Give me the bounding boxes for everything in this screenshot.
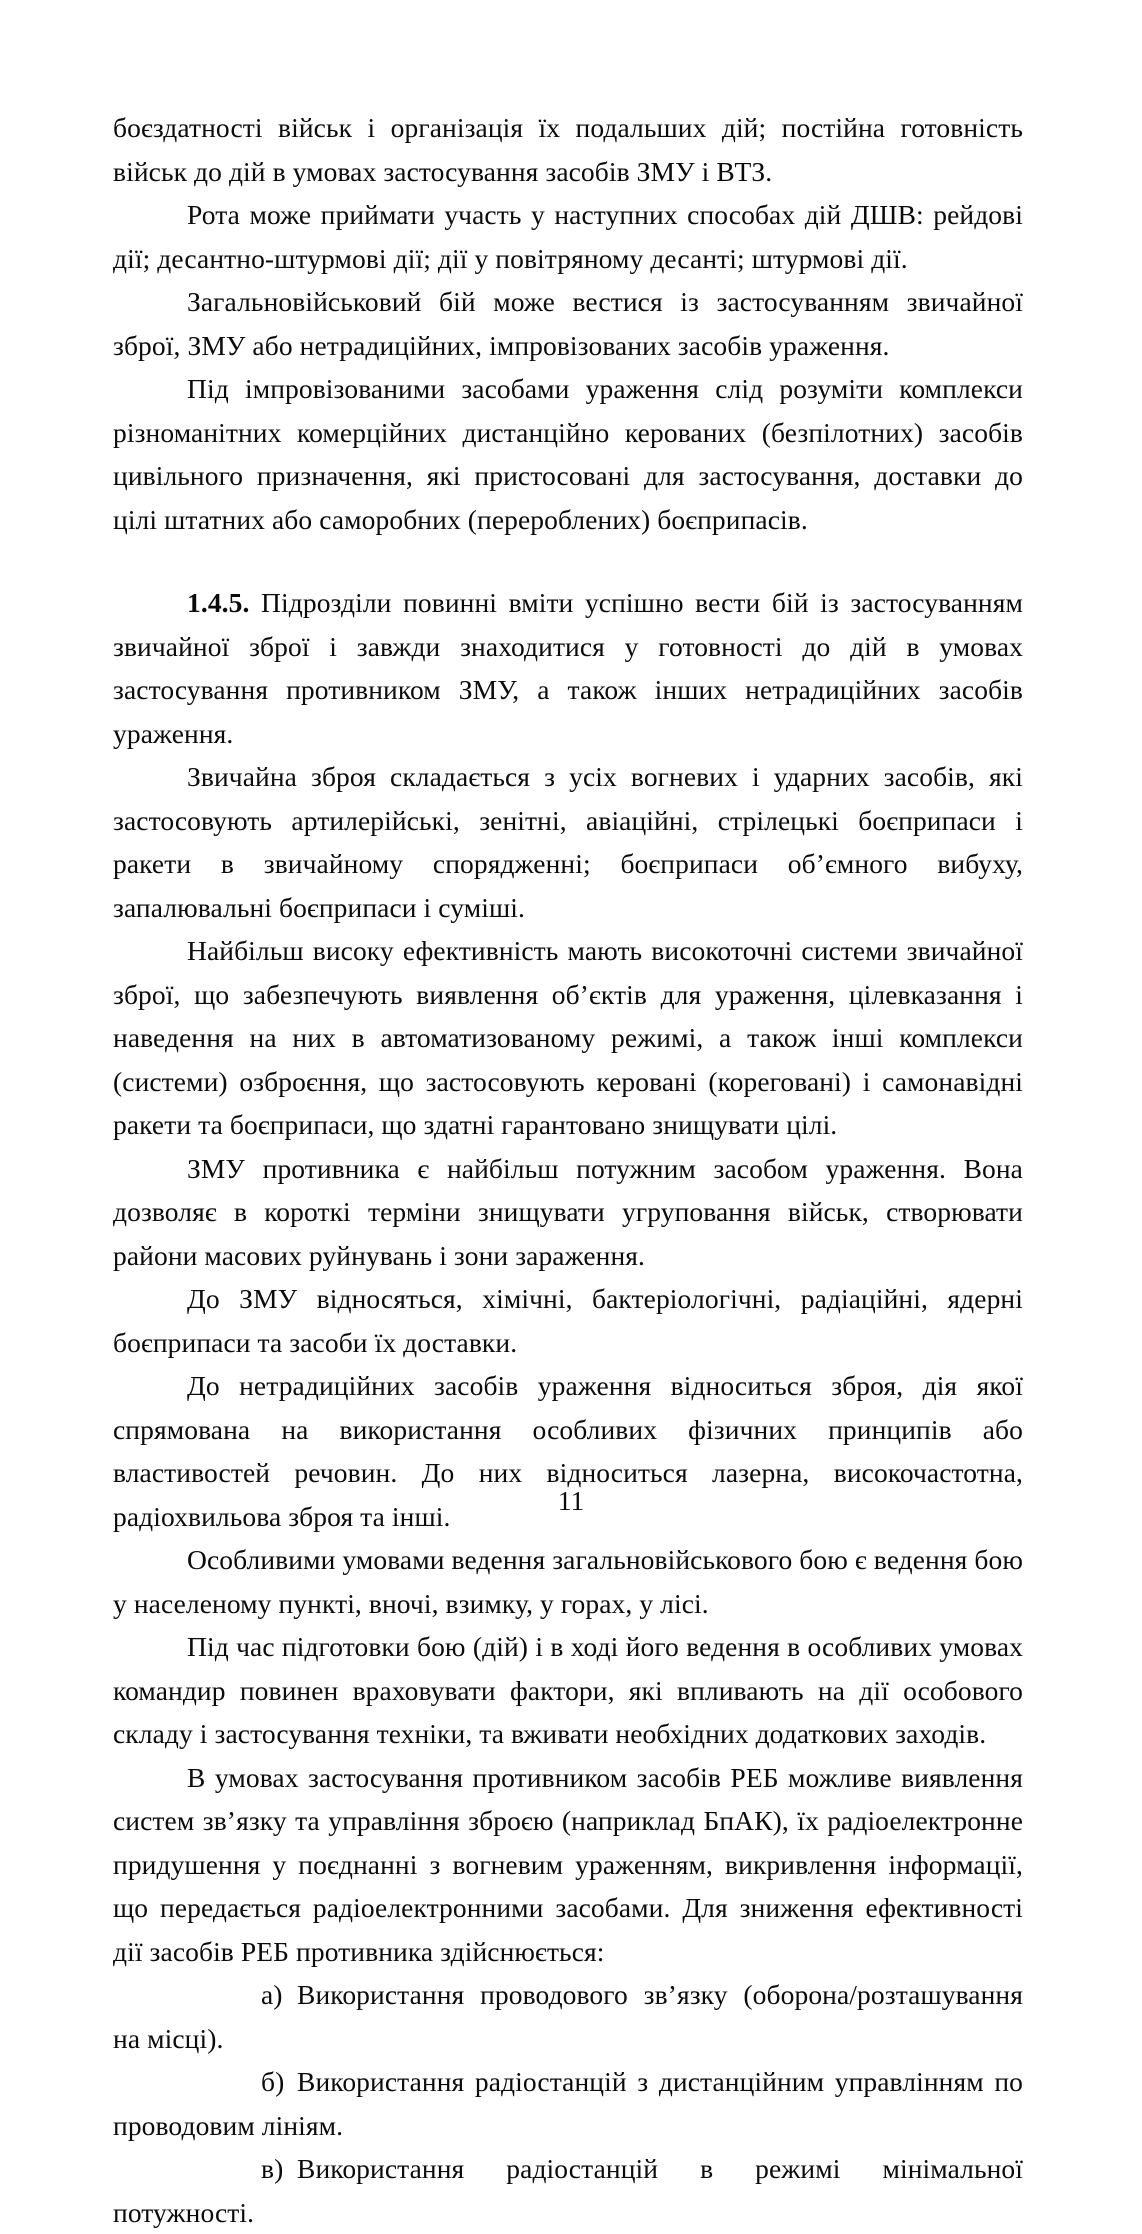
section-number-label: 1.4.5. <box>187 587 250 618</box>
sub-item-b-label: б) <box>261 2066 285 2097</box>
paragraph-reb-protyvnyka: В умовах застосування противником засобів РЕБ можливе виявлення систем зв’язку та управління зброєю (наприклад БпАК), їх радіоелектронне придушення у поєднанні з вогневим ураженням, викривлення інформації, що передається радіоелектронними засобами. Для зниження ефективності дії засобів РЕБ противника здійснюється: <box>113 1761 1023 1967</box>
paragraph-zvychaina-zbroya: Звичайна зброя складається з усіх вогневих і ударних засобів, які застосовують артилерійські, зенітні, авіаційні, стрілецькі боєприпаси і ракети в звичайному спорядженні; боєприпаси об’ємного вибуху, запалювальні боєприпаси і суміші. <box>113 761 1023 923</box>
section-body-text: Підрозділи повинні вміти успішно вести бій із застосуванням звичайної зброї і завжди знаходитися у готовності до дій в умовах застосування противником ЗМУ, а також інших нетрадиційних засобів ураження. <box>113 587 1023 749</box>
paragraph-section-1-4-5 <box>113 581 1023 755</box>
paragraph-improvizovani-zasoby: Під імпровізованими засобами ураження слід розуміти комплекси різноманітних комерційних дистанційно керованих (безпілотних) засобів цивільного призначення, які пристосовані для застосування, доставки до цілі штатних або саморобних (перероблених) боєприпасів. <box>113 373 1023 535</box>
sub-item-a-text: Використання проводового зв’язку (оборона/розташування на місці). <box>113 1979 1023 2054</box>
sub-item-b <box>113 2060 1023 2147</box>
paragraph-do-zmu-vidnosyatsia: До ЗМУ відносяться, хімічні, бактеріологічні, радіаційні, ядерні боєприпаси та засоби їх доставки. <box>113 1283 1023 1358</box>
sub-item-v-label: в) <box>261 2153 284 2184</box>
sub-item-v-text: Використання радіостанцій в режимі мінімальної потужності. <box>113 2153 1023 2228</box>
page-text-body <box>113 106 1023 2234</box>
sub-item-a <box>113 1973 1023 2060</box>
paragraph-vysokotochni-systemy: Найбільш високу ефективність мають високоточні системи звичайної зброї, що забезпечують виявлення об’єктів для ураження, цілевказання і наведення на них в автоматизованому режимі, а також інші комплекси (системи) озброєння, що застосовують керовані (кореговані) і самонавідні ракети та боєприпаси, що здатні гарантовано знищувати цілі. <box>113 935 1023 1140</box>
sub-item-b-text: Використання радіостанцій з дистанційним управлінням по проводовим лініям. <box>113 2066 1023 2141</box>
paragraph-pidgotovka-boyu: Під час підготовки бою (дій) і в ході його ведення в особливих умовах командир повинен враховувати фактори, які впливають на дії особового складу і застосування техніки, та вживати необхідних додаткових заходів. <box>113 1631 1023 1749</box>
paragraph-netradytsiini-zasoby: До нетрадиційних засобів ураження відноситься зброя, дія якої спрямована на використання особливих фізичних принципів або властивостей речовин. До них відноситься лазерна, високочастотна, радіохвильова зброя та інші. <box>113 1370 1023 1532</box>
paragraph-zagalnoviyskovyi-biy: Загальновійськовий бій може вестися із застосуванням звичайної зброї, ЗМУ або нетрадиційних, імпровізованих засобів ураження. <box>113 286 1023 361</box>
paragraph-zmu-protyvnyka: ЗМУ противника є найбільш потужним засобом ураження. Вона дозволяє в короткі терміни знищувати угруповання військ, створювати райони масових руйнувань і зони зараження. <box>113 1152 1023 1271</box>
paragraph-osoblyvi-umovy: Особливими умовами ведення загальновійськового бою є ведення бою у населеному пункті, вночі, взимку, у горах, у лісі. <box>113 1544 1023 1619</box>
sub-item-v <box>113 2147 1023 2234</box>
paragraph-rota-sposoby-diy: Рота може приймати участь у наступних способах дій ДШВ: рейдові дії; десантно-штурмові дії; дії у повітряному десанті; штурмові дії. <box>113 199 1023 274</box>
paragraph-continuation: боєздатності військ і організація їх подальших дій; постійна готовність військ до дій в умовах застосування засобів ЗМУ і ВТЗ. <box>113 112 1023 187</box>
sub-item-a-label: а) <box>261 1979 283 2010</box>
page-number: 11 <box>557 1485 585 1516</box>
